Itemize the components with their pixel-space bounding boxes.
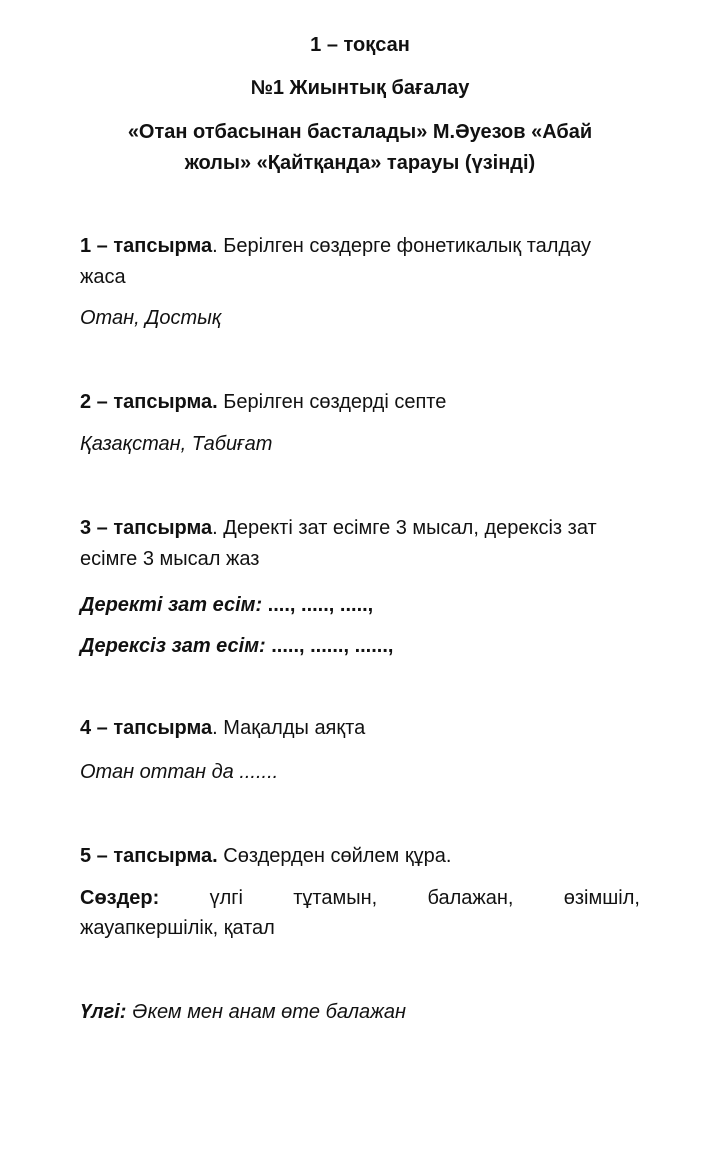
task-4-label: 4 – тапсырма <box>80 717 213 739</box>
sample-text: Әкем мен анам өте балажан <box>126 1001 407 1023</box>
topic-title-line1: «Отан отбасынан басталады» М.Әуезов «Абай <box>127 121 593 143</box>
task-5-words-line1 <box>80 882 640 914</box>
task-4-instruction <box>80 712 645 744</box>
task-3-instruction <box>80 512 645 544</box>
quarter-title: 1 – тоқсан <box>310 34 410 56</box>
task-1-text: . Берілген сөздерге фонетикалық талдау <box>212 235 592 257</box>
abstract-noun-label: Дерексіз зат есім: <box>80 635 266 657</box>
task-2-instruction <box>80 386 645 418</box>
task-2-text: Берілген сөздерді септе <box>217 391 447 413</box>
topic-title-line2: жолы» «Қайтқанда» тарауы (үзінді) <box>184 152 536 174</box>
concrete-noun-blanks: ...., ....., ....., <box>262 594 374 616</box>
task-3-text: . Деректі зат есімге 3 мысал, дерексіз зат <box>212 517 597 539</box>
task-2-words: Қазақстан, Табиғат <box>80 433 273 455</box>
task-3-label: 3 – тапсырма <box>80 517 213 539</box>
task-5-instruction <box>80 840 645 872</box>
task-1-words: Отан, Достық <box>80 307 222 329</box>
concrete-noun-answer-line <box>80 589 645 621</box>
task-3-instruction-cont: есімге 3 мысал жаз <box>80 548 260 570</box>
words-label: Сөздер: <box>80 887 160 909</box>
word-item: өзімшіл, <box>563 887 640 909</box>
task-5-words-line2: жауапкершілік, қатал <box>80 917 275 939</box>
task-4-text: . Мақалды аяқта <box>212 717 366 739</box>
concrete-noun-label: Деректі зат есім: <box>80 594 263 616</box>
task-5-text: Сөздерден сөйлем құра. <box>217 845 452 867</box>
task-1-label: 1 – тапсырма <box>80 235 213 257</box>
task-1-instruction-cont: жаса <box>80 266 126 288</box>
task-4-proverb: Отан оттан да ....... <box>80 761 279 783</box>
task-5-sample <box>80 996 645 1028</box>
abstract-noun-answer-line <box>80 630 645 662</box>
task-5-label: 5 – тапсырма. <box>80 845 218 867</box>
task-1-instruction <box>80 230 645 262</box>
assessment-title: №1 Жиынтық бағалау <box>250 77 470 99</box>
task-2-label: 2 – тапсырма. <box>80 391 218 413</box>
word-item: тұтамын, <box>293 887 378 909</box>
abstract-noun-blanks: ....., ......, ......, <box>265 635 394 657</box>
word-item: үлгі <box>209 887 243 909</box>
sample-label: Үлгі: <box>80 1001 127 1023</box>
word-item: балажан, <box>427 887 514 909</box>
